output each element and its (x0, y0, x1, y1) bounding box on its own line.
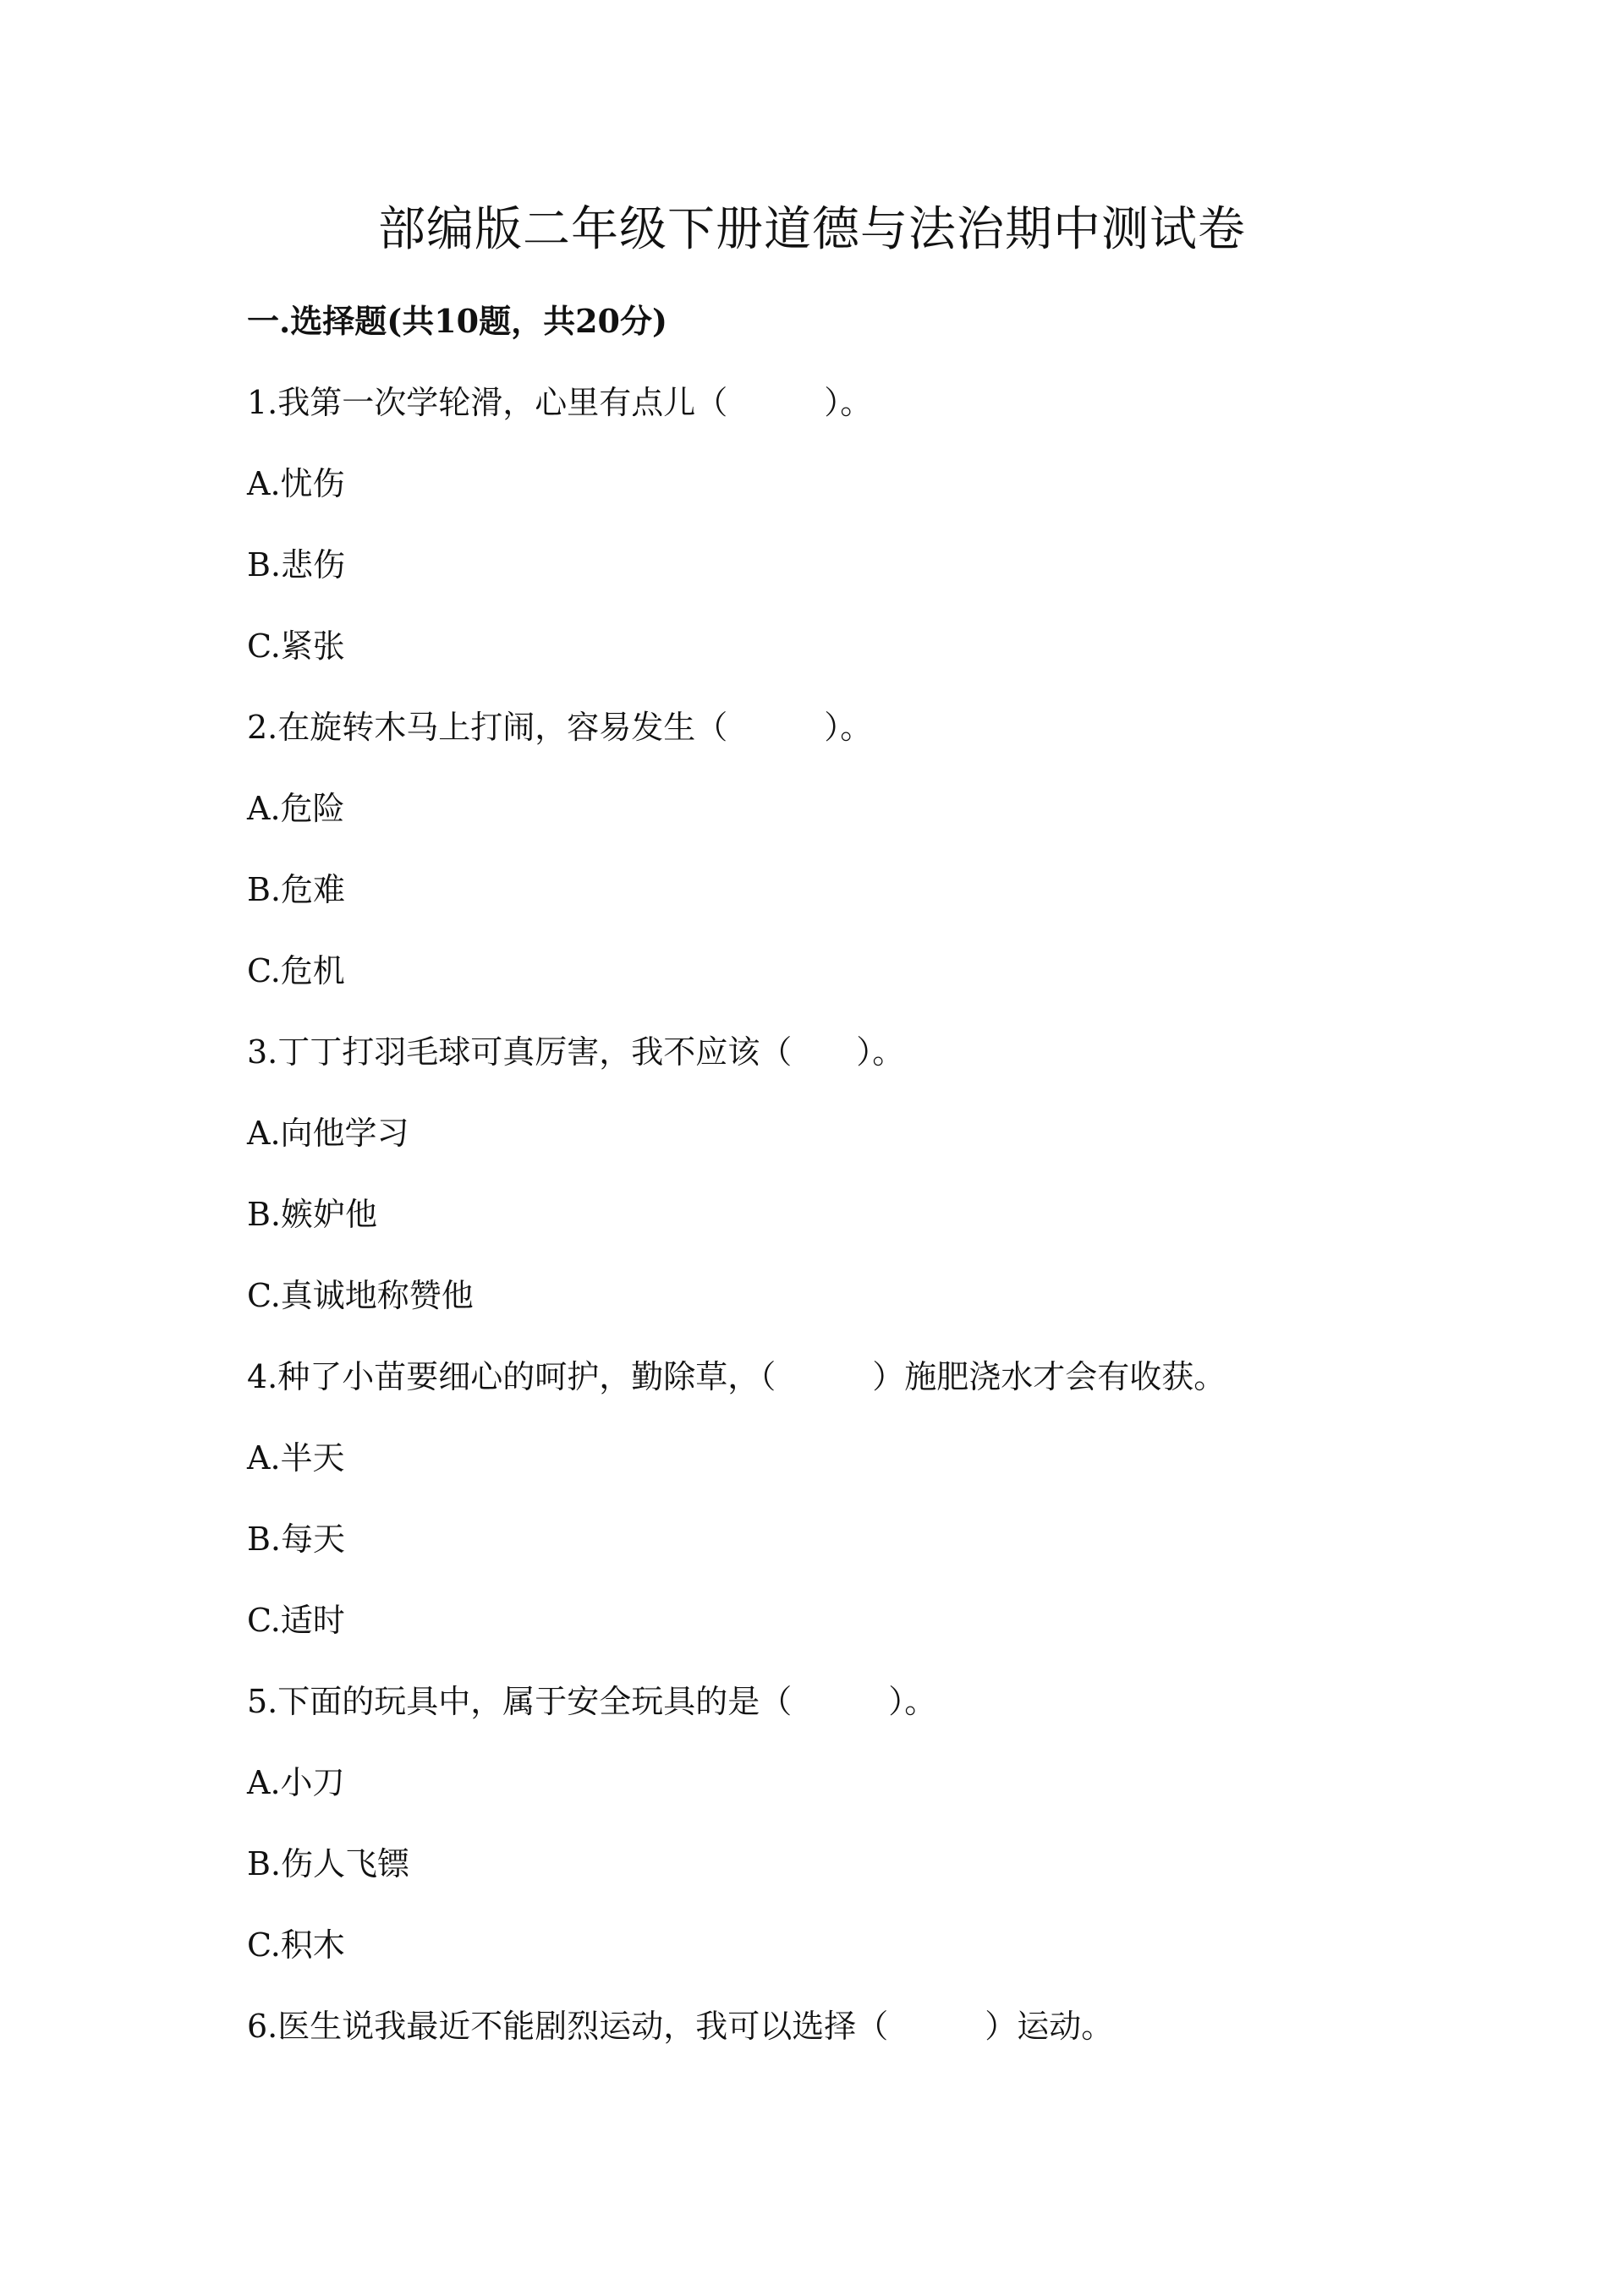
question-option: C.积木 (247, 1926, 345, 1964)
question-option: A.小刀 (247, 1764, 345, 1801)
question-option: A.危险 (247, 790, 345, 827)
question-stem: 6.医生说我最近不能剧烈运动，我可以选择（ ）运动。 (247, 2008, 1114, 2045)
question-option: C.真诚地称赞他 (247, 1277, 474, 1314)
question-stem: 5.下面的玩具中，属于安全玩具的是（ ）。 (247, 1683, 937, 1720)
question-option: C.紧张 (247, 627, 345, 665)
question-option: A.忧伤 (247, 465, 345, 502)
question-option: A.半天 (247, 1439, 345, 1477)
question-stem: 4.种了小苗要细心的呵护，勤除草，（ ）施肥浇水才会有收获。 (247, 1358, 1226, 1395)
question-option: B.每天 (247, 1521, 346, 1558)
question-option: B.伤人飞镖 (247, 1845, 410, 1882)
page-title: 部编版二年级下册道德与法治期中测试卷 (378, 202, 1246, 257)
question-stem: 1.我第一次学轮滑，心里有点儿（ ）。 (247, 384, 873, 421)
question-stem: 3.丁丁打羽毛球可真厉害，我不应该（ ）。 (247, 1033, 905, 1071)
question-option: C.危机 (247, 952, 345, 989)
question-option: A.向他学习 (247, 1115, 409, 1152)
question-option: B.悲伤 (247, 546, 346, 584)
question-option: B.嫉妒他 (247, 1196, 378, 1233)
question-stem: 2.在旋转木马上打闹，容易发生（ ）。 (247, 709, 873, 746)
question-option: B.危难 (247, 871, 346, 908)
question-option: C.适时 (247, 1602, 345, 1639)
section-heading: 一.选择题(共10题，共20分) (247, 302, 667, 340)
